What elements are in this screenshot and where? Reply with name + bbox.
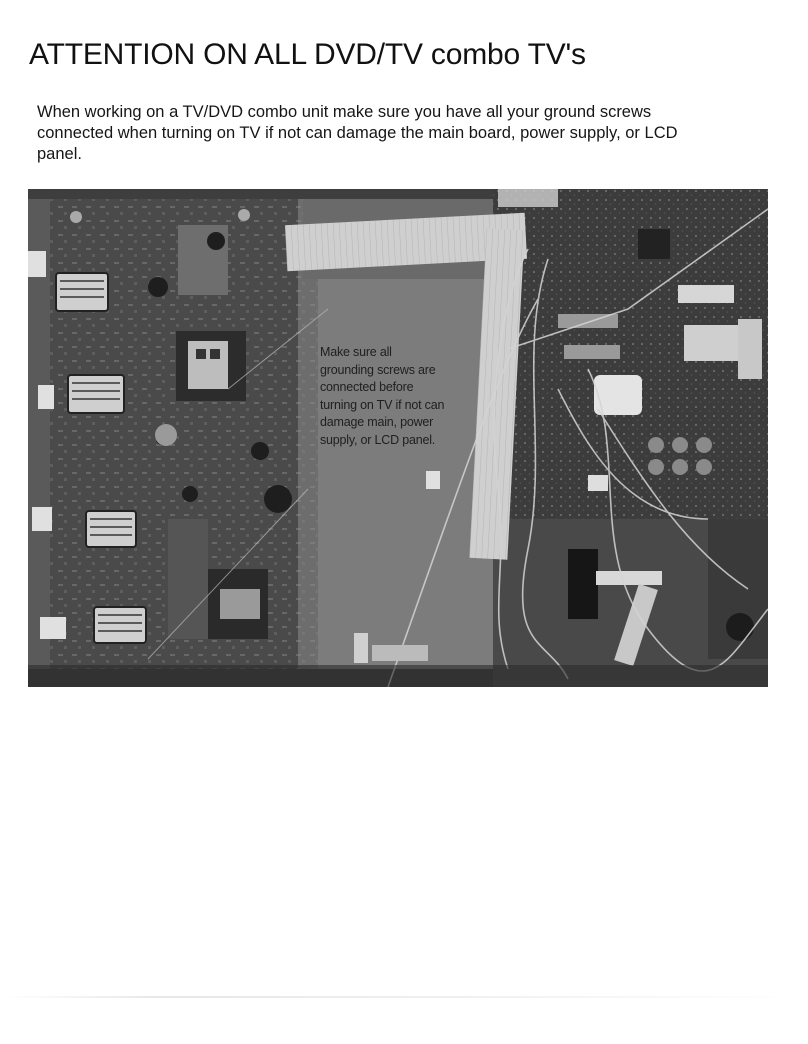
circuit-board-photo [28, 189, 768, 687]
scan-artifact-line [0, 996, 808, 998]
document-title: ATTENTION ON ALL DVD/TV combo TV's [29, 38, 586, 71]
warning-paragraph: When working on a TV/DVD combo unit make sure you have all your ground screws connected when turning on TV if not can damage the main board, power supply, or LCD panel. [37, 103, 678, 163]
grounding-warning-callout [320, 344, 488, 449]
callout-line: grounding screws are [320, 362, 436, 377]
callout-line: supply, or LCD panel. [320, 432, 436, 447]
callout-line: damage main, power [320, 415, 434, 429]
callout-line: connected before [320, 380, 414, 394]
callout-line: turning on TV if not can [320, 397, 445, 412]
callout-line: Make sure all [320, 345, 392, 359]
